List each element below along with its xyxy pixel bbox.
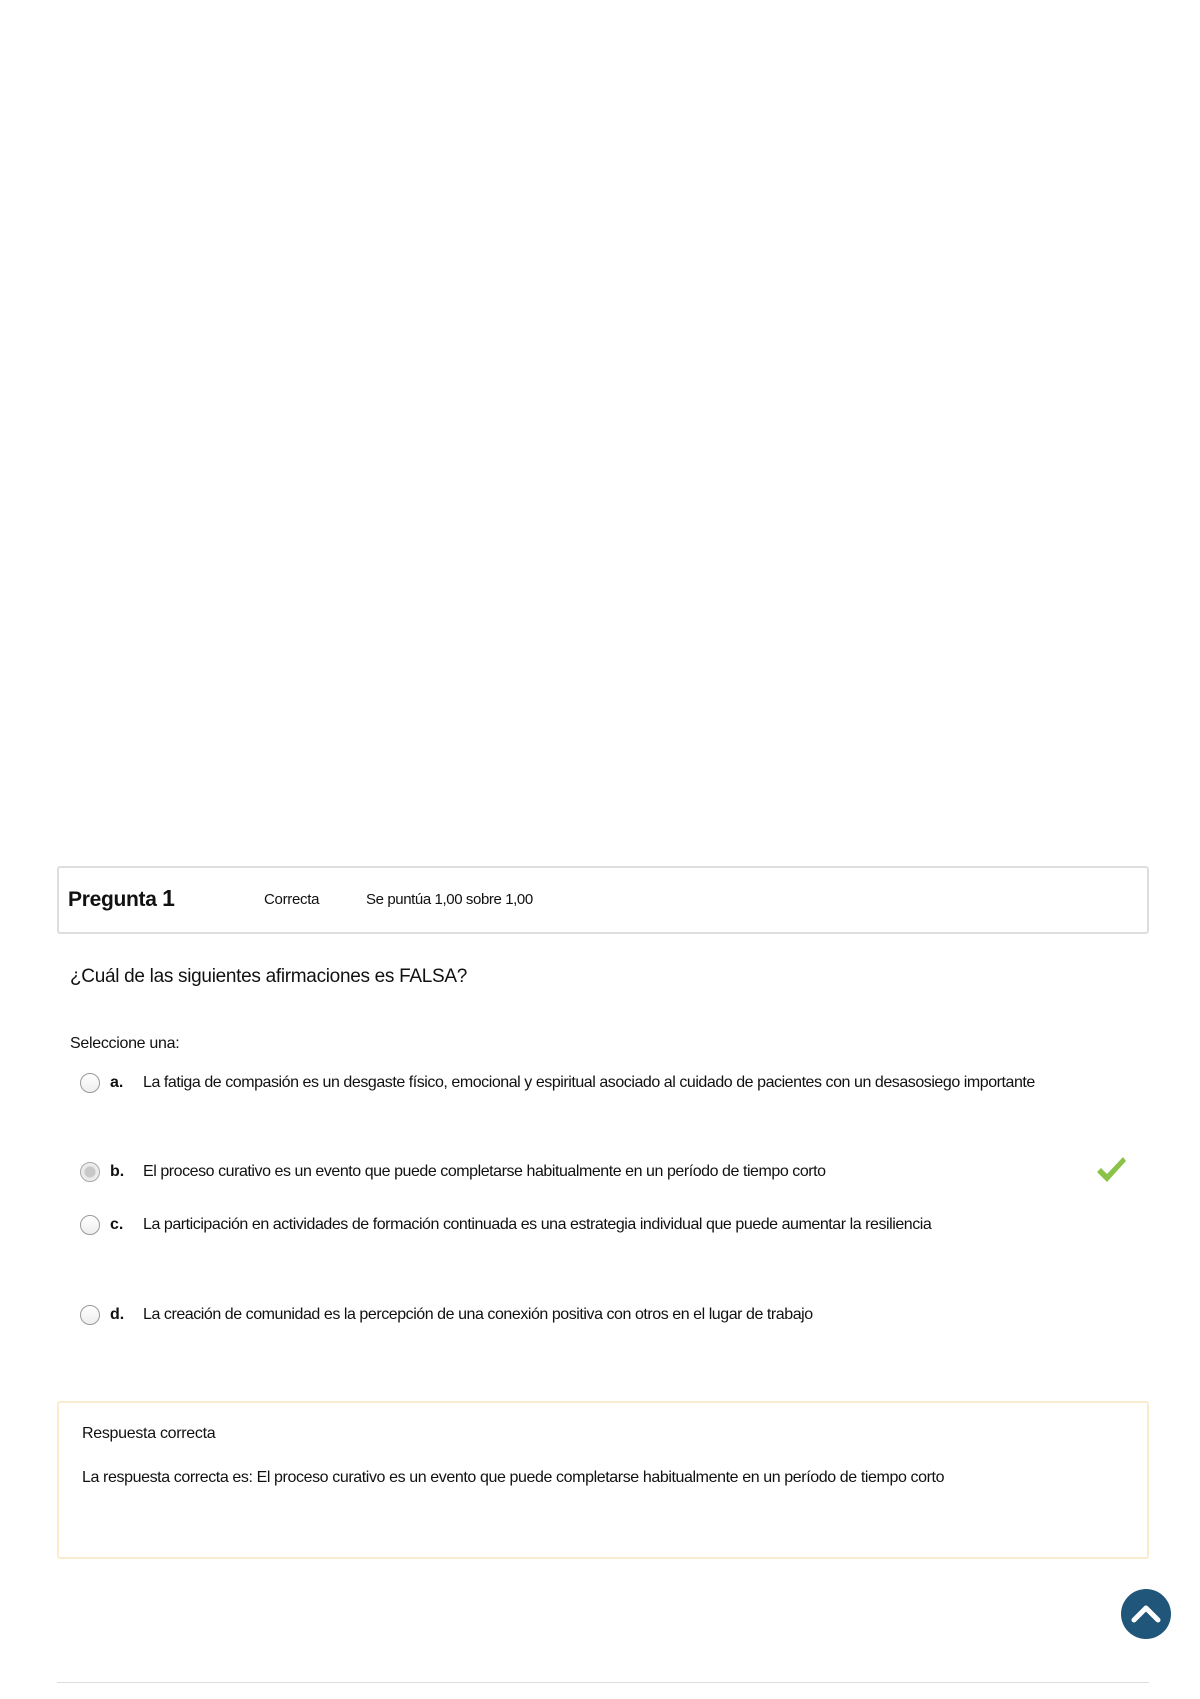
feedback-box bbox=[57, 1401, 1149, 1559]
answer-prompt: Seleccione una: bbox=[70, 1035, 180, 1052]
radio-button-d[interactable] bbox=[80, 1305, 100, 1325]
answer-letter-d: d. bbox=[110, 1306, 125, 1323]
radio-button-a[interactable] bbox=[80, 1073, 100, 1093]
radio-button-c[interactable] bbox=[80, 1215, 100, 1235]
question-info-box bbox=[57, 866, 1149, 934]
answer-text-c: La participación en actividades de formación continuada es una estrategia individual que puede aumentar la resiliencia bbox=[143, 1216, 932, 1233]
question-state: Correcta bbox=[264, 891, 320, 908]
answer-text-b: El proceso curativo es un evento que puede completarse habitualmente en un período de tiempo corto bbox=[143, 1163, 826, 1180]
question-title bbox=[68, 885, 175, 912]
chevron-up-icon bbox=[1131, 1604, 1161, 1624]
question-title-word: Pregunta bbox=[68, 888, 157, 911]
question-number: 1 bbox=[162, 885, 175, 911]
checkmark-icon bbox=[1095, 1155, 1127, 1185]
back-to-top-button[interactable] bbox=[1121, 1589, 1171, 1639]
question-text: ¿Cuál de las siguientes afirmaciones es FALSA? bbox=[70, 966, 468, 987]
answer-text-d: La creación de comunidad es la percepción de una conexión positiva con otros en el lugar de trabajo bbox=[143, 1306, 813, 1323]
bottom-divider bbox=[57, 1682, 1149, 1683]
answer-letter-c: c. bbox=[110, 1216, 124, 1233]
answer-text-a: La fatiga de compasión es un desgaste físico, emocional y espiritual asociado al cuidado de pacientes con un desasosiego importante bbox=[143, 1074, 1035, 1091]
question-grade: Se puntúa 1,00 sobre 1,00 bbox=[366, 891, 533, 908]
right-answer-text: La respuesta correcta es: El proceso curativo es un evento que puede completarse habitualmente en un período de tiempo corto bbox=[82, 1469, 945, 1486]
answer-letter-a: a. bbox=[110, 1074, 124, 1091]
answer-letter-b: b. bbox=[110, 1163, 125, 1180]
radio-button-b[interactable] bbox=[80, 1162, 100, 1182]
general-feedback: Respuesta correcta bbox=[82, 1425, 216, 1442]
